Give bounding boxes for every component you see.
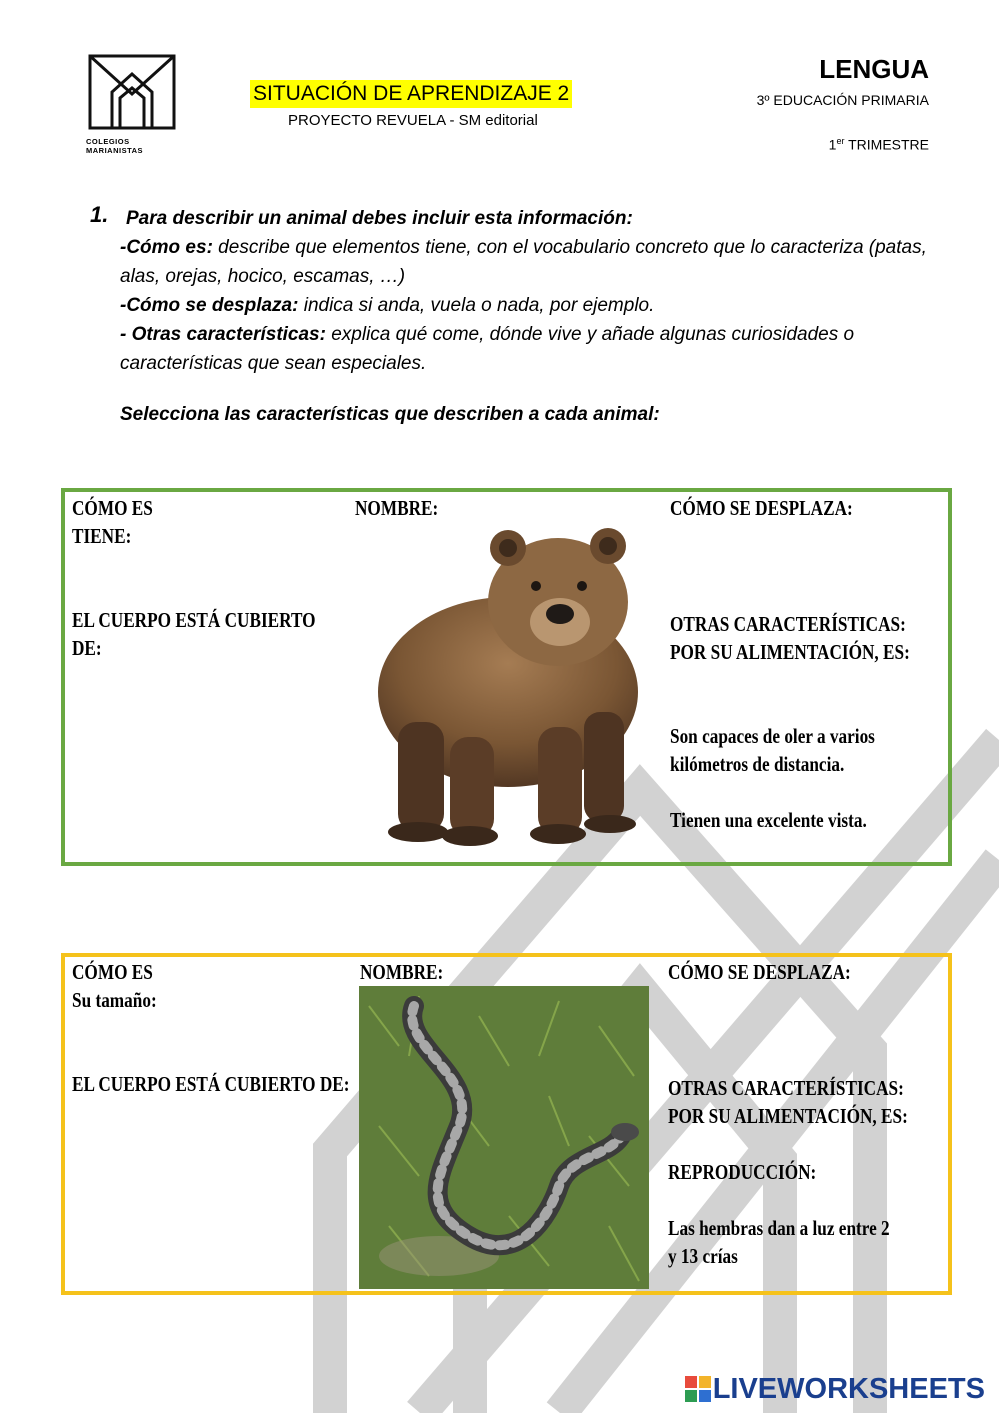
grade-label: 3º EDUCACIÓN PRIMARIA — [756, 92, 929, 108]
bear-como-es: CÓMO ES — [72, 496, 153, 520]
exercise-number: 1. — [90, 202, 109, 227]
bear-fact1-line1: Son capaces de oler a varios — [670, 724, 875, 748]
snake-cuerpo[interactable]: EL CUERPO ESTÁ CUBIERTO DE: — [72, 1072, 350, 1096]
bear-alimentacion[interactable]: POR SU ALIMENTACIÓN, ES: — [670, 640, 910, 664]
exercise-prompt: Selecciona las características que describen a cada animal: — [120, 404, 660, 425]
snake-fact1-line2: y 13 crías — [668, 1244, 738, 1268]
liveworksheets-text: LIVEWORKSHEETS — [712, 1372, 985, 1405]
bear-cuerpo-line2[interactable]: DE: — [72, 636, 102, 660]
snake-nombre[interactable]: NOMBRE: — [360, 960, 444, 984]
instruction-item: -Cómo es: describe que elementos tiene, con el vocabulario concreto que lo caracteriza (patas, alas, orejas, hocico, escamas, …) — [120, 237, 927, 287]
bear-cuerpo-line1: EL CUERPO ESTÁ CUBIERTO — [72, 608, 316, 632]
logo-line1: COLEGIOS — [86, 137, 130, 146]
snake-fact1-line1: Las hembras dan a luz entre 2 — [668, 1216, 890, 1240]
snake-reproduccion[interactable]: REPRODUCCIÓN: — [668, 1160, 817, 1184]
bear-desplaza[interactable]: CÓMO SE DESPLAZA: — [670, 496, 853, 520]
trimester-label — [829, 136, 929, 153]
logo-line2: MARIANISTAS — [86, 146, 144, 155]
bear-image — [358, 522, 650, 852]
instruction-item: -Cómo se desplaza: indica si anda, vuela o nada, por ejemplo. — [120, 295, 655, 316]
snake-como-es: CÓMO ES — [72, 960, 153, 984]
liveworksheets-logo-icon — [685, 1376, 711, 1402]
snake-tamano[interactable]: Su tamaño: — [72, 988, 157, 1012]
subject-title: LENGUA — [819, 54, 929, 84]
exercise-intro: Para describir un animal debes incluir esta información: — [126, 208, 633, 229]
trimester-number: 1 — [828, 136, 837, 153]
colegios-marianistas-logo — [86, 52, 178, 156]
snake-otras: OTRAS CARACTERÍSTICAS: — [668, 1076, 904, 1100]
bear-fact1-line2: kilómetros de distancia. — [670, 752, 845, 776]
marianistas-house-icon — [86, 52, 178, 132]
snake-image — [359, 986, 649, 1289]
instruction-item: - Otras características: explica qué come, dónde vive y añade algunas curiosidades o características que sean especiales. — [120, 324, 855, 374]
exercise-instructions — [120, 204, 960, 378]
situacion-title: SITUACIÓN DE APRENDIZAJE 2 — [250, 80, 572, 108]
trimester-sup: er — [836, 136, 845, 146]
trimester-text: TRIMESTRE — [844, 136, 929, 153]
bear-otras: OTRAS CARACTERÍSTICAS: — [670, 612, 906, 636]
bear-fact2: Tienen una excelente vista. — [670, 808, 867, 832]
bear-tiene[interactable]: TIENE: — [72, 524, 132, 548]
situacion-subtitle: PROYECTO REVUELA - SM editorial — [288, 112, 538, 129]
bear-nombre[interactable]: NOMBRE: — [355, 496, 439, 520]
liveworksheets-brand — [685, 1372, 985, 1406]
snake-alimentacion[interactable]: POR SU ALIMENTACIÓN, ES: — [668, 1104, 908, 1128]
snake-desplaza[interactable]: CÓMO SE DESPLAZA: — [668, 960, 851, 984]
